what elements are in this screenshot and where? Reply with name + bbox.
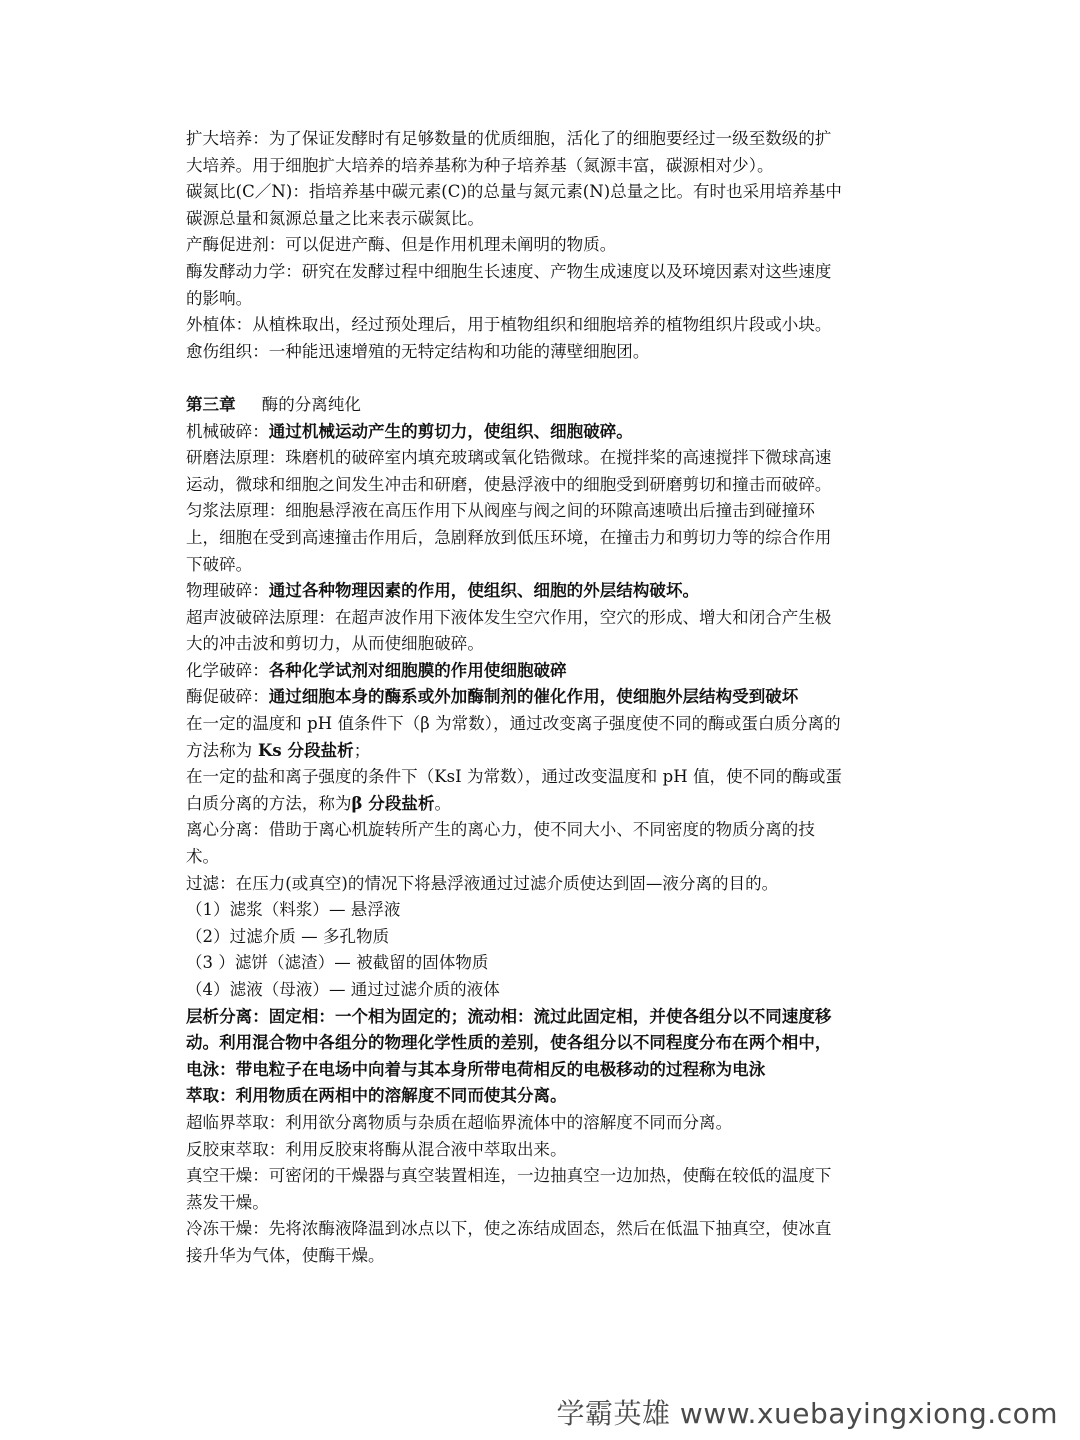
text-line: 蒸发干燥。 [186, 1192, 269, 1212]
bold-line: 电泳：带电粒子在电场中向着与其本身所带电荷相反的电极移动的过程称为电泳 [186, 1059, 766, 1079]
list-item: （3 ）滤饼（滤渣）— 被截留的固体物质 [186, 953, 489, 973]
list-item: （1）滤浆（料浆）— 悬浮液 [186, 900, 401, 920]
text-line: 离心分离：借助于离心机旋转所产生的离心力，使不同大小、不同密度的物质分离的技 [186, 820, 815, 840]
bold-line: 层析分离：固定相：一个相为固定的；流动相：流过此固定相，并使各组分以不同速度移 [186, 1006, 832, 1026]
text-line: 大培养。用于细胞扩大培养的培养基称为种子培养基（氮源丰富，碳源相对少）。 [186, 155, 774, 175]
bold-term: β 分段盐析 [351, 793, 435, 813]
text-line: 在一定的盐和离子强度的条件下（KsI 为常数），通过改变温度和 pH 值，使不同的酶或蛋 [186, 767, 842, 787]
text-line: 外植体：从植株取出，经过预处理后，用于植物组织和细胞培养的植物组织片段或小块。 [186, 315, 832, 335]
text-line: 下破碎。 [186, 554, 253, 574]
text-line: 运动，微球和细胞之间发生冲击和研磨，使悬浮液中的细胞受到研磨剪切和撞击而破碎。 [186, 474, 832, 494]
text-span: ； [353, 740, 371, 760]
text-line [186, 419, 891, 446]
text-line: 术。 [186, 847, 220, 867]
text-line: 冷冻干燥：先将浓酶液降温到冰点以下，使之冻结成固态，然后在低温下抽真空，使冰直 [186, 1219, 832, 1239]
text-line: 超临界萃取：利用欲分离物质与杂质在超临界流体中的溶解度不同而分离。 [186, 1112, 733, 1132]
term-label: 机械破碎： [186, 421, 269, 441]
text-line: 在一定的温度和 pH 值条件下（β 为常数），通过改变离子强度使不同的酶或蛋白质分离的 [186, 714, 841, 734]
document-body [186, 126, 891, 1270]
bold-term: Ks 分段盐析 [252, 740, 354, 760]
chapter-number: 第三章 [186, 394, 236, 414]
bold-definition: 各种化学试剂对细胞膜的作用使细胞破碎 [268, 660, 567, 680]
text-line: 过滤：在压力(或真空)的情况下将悬浮液通过过滤介质使达到固—液分离的目的。 [186, 873, 779, 893]
list-item: （2）过滤介质 — 多孔物质 [186, 926, 390, 946]
text-line [186, 578, 891, 605]
chapter-title: 酶的分离纯化 [261, 394, 361, 414]
text-line: 产酶促进剂：可以促进产酶、但是作用机理未阐明的物质。 [186, 235, 617, 255]
text-line: 真空干燥：可密闭的干燥器与真空装置相连，一边抽真空一边加热，使酶在较低的温度下 [186, 1166, 832, 1186]
text-span: 白质分离的方法，称为 [186, 793, 352, 813]
bold-definition: 通过机械运动产生的剪切力，使组织、细胞破碎。 [268, 421, 633, 441]
text-line: 碳源总量和氮源总量之比来表示碳氮比。 [186, 208, 484, 228]
term-label: 化学破碎： [186, 660, 269, 680]
chapter-heading [186, 392, 891, 419]
text-line: 反胶束萃取：利用反胶束将酶从混合液中萃取出来。 [186, 1139, 567, 1159]
text-line: 扩大培养：为了保证发酵时有足够数量的优质细胞，活化了的细胞要经过一级至数级的扩 [186, 129, 832, 148]
text-line: 的影响。 [186, 288, 253, 308]
text-line: 研磨法原理：珠磨机的破碎室内填充玻璃或氧化锆微球。在搅拌桨的高速搅拌下微球高速 [186, 448, 832, 468]
text-line [186, 738, 891, 765]
text-line: 碳氮比(C／N)：指培养基中碳元素(C)的总量与氮元素(N)总量之比。有时也采用培养基中 [186, 182, 842, 202]
text-line: 上，细胞在受到高速撞击作用后，急剧释放到低压环境，在撞击力和剪切力等的综合作用 [186, 527, 832, 547]
text-line [186, 791, 891, 818]
text-line: 匀浆法原理：细胞悬浮液在高压作用下从阀座与阀之间的环隙高速喷出后撞击到碰撞环 [186, 501, 815, 521]
bold-definition: 通过各种物理因素的作用，使组织、细胞的外层结构破坏。 [268, 581, 700, 601]
text-line: 超声波破碎法原理：在超声波作用下液体发生空穴作用，空穴的形成、增大和闭合产生极 [186, 607, 832, 627]
bold-line: 萃取：利用物质在两相中的溶解度不同而使其分离。 [186, 1086, 567, 1106]
bold-line: 动。利用混合物中各组分的物理化学性质的差别，使各组分以不同程度分布在两个相中， [186, 1033, 832, 1053]
text-span: 方法称为 [186, 740, 253, 760]
text-span: 。 [434, 793, 452, 813]
term-label: 酶促破碎： [186, 687, 269, 707]
text-line: 大的冲击波和剪切力，从而使细胞破碎。 [186, 634, 484, 654]
term-label: 物理破碎： [186, 581, 269, 601]
text-line: 接升华为气体，使酶干燥。 [186, 1245, 385, 1265]
spacer [186, 365, 891, 392]
text-line [186, 684, 891, 711]
bold-definition: 通过细胞本身的酶系或外加酶制剂的催化作用，使细胞外层结构受到破坏 [268, 687, 799, 707]
text-line [186, 658, 891, 685]
text-line: 愈伤组织：一种能迅速增殖的无特定结构和功能的薄壁细胞团。 [186, 341, 650, 361]
site-watermark: 学霸英雄 www.xuebayingxiong.com [556, 1397, 1058, 1430]
list-item: （4）滤液（母液）— 通过过滤介质的液体 [186, 980, 500, 999]
text-line: 酶发酵动力学：研究在发酵过程中细胞生长速度、产物生成速度以及环境因素对这些速度 [186, 261, 832, 281]
